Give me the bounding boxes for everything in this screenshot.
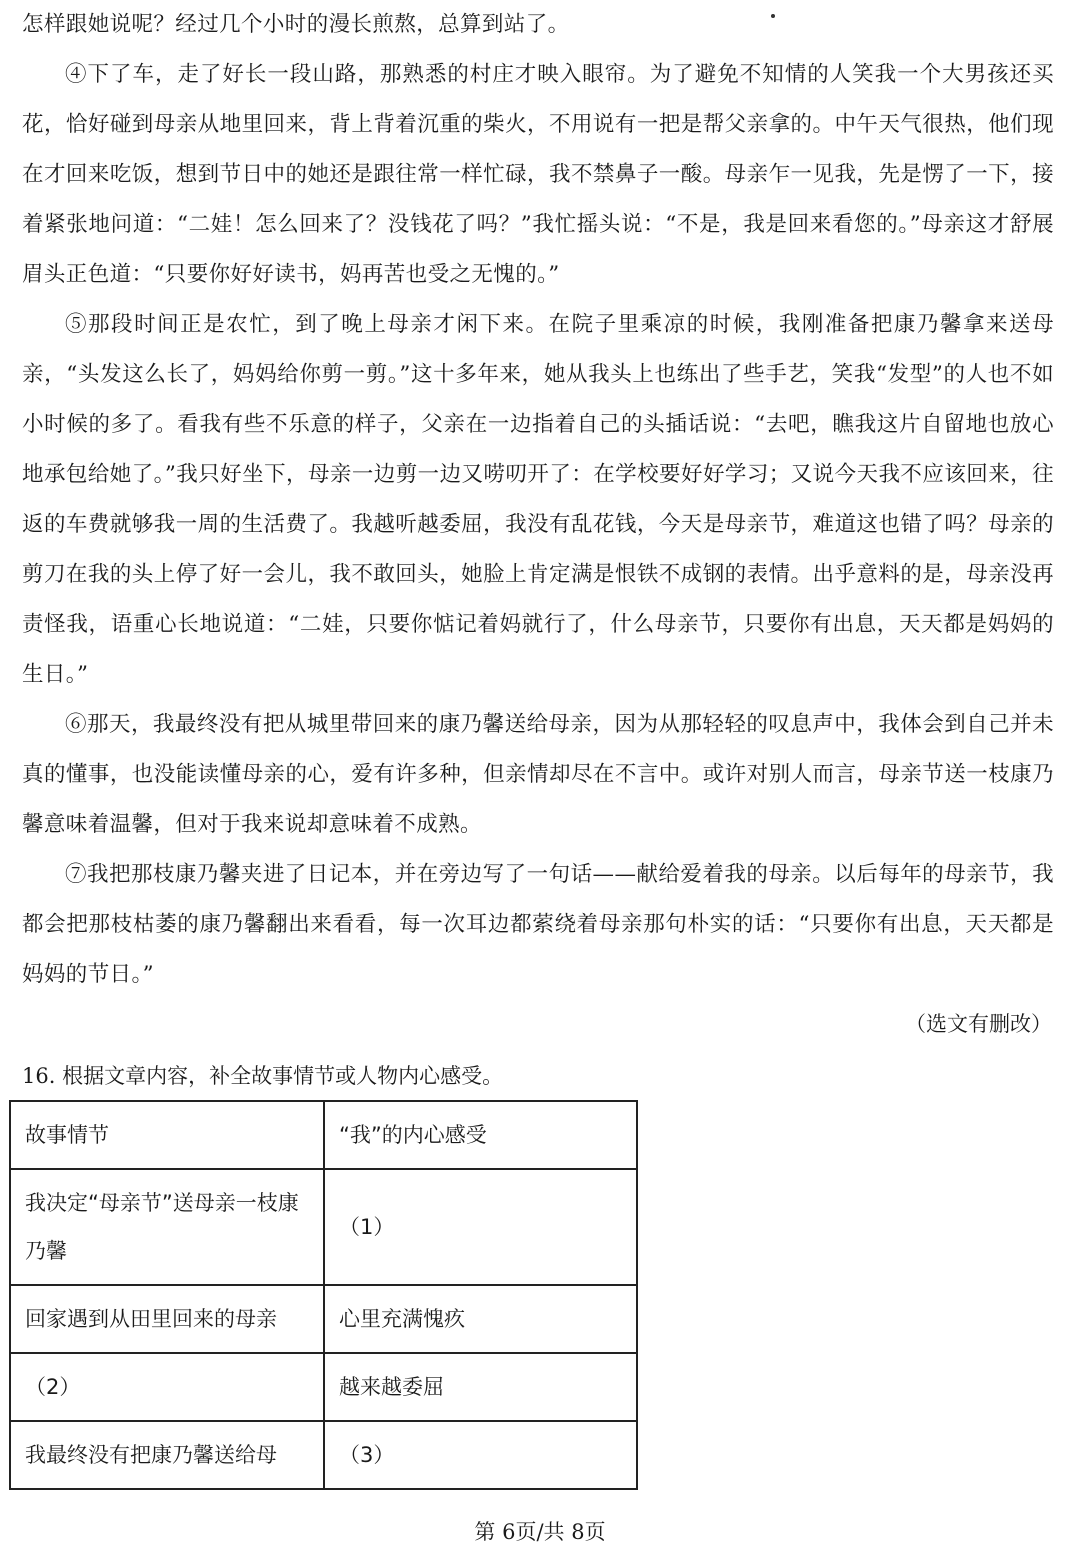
plot-cell: 我决定“母亲节”送母亲一枝康乃馨 (10, 1169, 324, 1285)
plot-cell: 回家遇到从田里回来的母亲 (10, 1285, 324, 1353)
table-row (10, 1285, 637, 1353)
blank-2: （2） (10, 1353, 324, 1421)
header-feeling: “我”的内心感受 (324, 1101, 637, 1169)
plot-cell: 我最终没有把康乃馨送给母 (10, 1421, 324, 1489)
table-row (10, 1353, 637, 1421)
table-header-row (10, 1101, 637, 1169)
paragraph-7: ⑦我把那枝康乃馨夹进了日记本，并在旁边写了一句话——献给爱着我的母亲。以后每年的母亲节，我都会把那枝枯萎的康乃馨翻出来看看，每一次耳边都萦绕着母亲那句朴实的话：“只要你有出息，天天都是妈妈的节日。” (22, 862, 1054, 987)
header-plot: 故事情节 (10, 1101, 324, 1169)
question-16-label: 16. 根据文章内容，补全故事情节或人物内心感受。 (22, 1064, 504, 1088)
source-note: （选文有删改） (905, 1012, 1052, 1036)
page-number: 第 6页/共 8页 (474, 1520, 606, 1544)
blank-1: （1） (324, 1169, 637, 1285)
paragraph-5: ⑤那段时间正是农忙，到了晚上母亲才闲下来。在院子里乘凉的时候，我刚准备把康乃馨拿来送母亲，“头发这么长了，妈妈给你剪一剪。”这十多年来，她从我头上也练出了些手艺，笑我“发型”的人也不如小时候的多了。看我有些不乐意的样子，父亲在一边指着自己的头插话说：“去吧，瞧我这片自留地也放心地承包给她了。”我只好坐下，母亲一边剪一边又唠叨开了：在学校要好好学习；又说今天我不应该回来，往返的车费就够我一周的生活费了。我越听越委屈，我没有乱花钱，今天是母亲节，难道这也错了吗？母亲的剪刀在我的头上停了好一会儿，我不敢回头，她脸上肯定满是恨铁不成钢的表情。出乎意料的是，母亲没再责怪我，语重心长地说道：“二娃，只要你惦记着妈就行了，什么母亲节，只要你有出息，天天都是妈妈的生日。” (22, 312, 1054, 687)
reading-passage (22, 0, 1054, 1000)
feeling-cell: 心里充满愧疚 (324, 1285, 637, 1353)
blank-3: （3） (324, 1421, 637, 1489)
feeling-cell: 越来越委屈 (324, 1353, 637, 1421)
table-row (10, 1169, 637, 1285)
table-row (10, 1421, 637, 1489)
paragraph-6: ⑥那天，我最终没有把从城里带回来的康乃馨送给母亲，因为从那轻轻的叹息声中，我体会到自己并未真的懂事，也没能读懂母亲的心，爱有许多种，但亲情却尽在不言中。或许对别人而言，母亲节送一枝康乃馨意味着温馨，但对于我来说却意味着不成熟。 (22, 712, 1054, 837)
paragraph-continued: 怎样跟她说呢？经过几个小时的漫长煎熬，总算到站了。 (22, 12, 570, 37)
paragraph-4: ④下了车，走了好长一段山路，那熟悉的村庄才映入眼帘。为了避免不知情的人笑我一个大男孩还买花，恰好碰到母亲从地里回来，背上背着沉重的柴火，不用说有一把是帮父亲拿的。中午天气很热，他们现在才回来吃饭，想到节日中的她还是跟往常一样忙碌，我不禁鼻子一酸。母亲乍一见我，先是愣了一下，接着紧张地问道：“二娃！怎么回来了？没钱花了吗？”我忙摇头说：“不是，我是回来看您的。”母亲这才舒展眉头正色道：“只要你好好读书，妈再苦也受之无愧的。” (22, 62, 1054, 287)
plot-feeling-table (9, 1100, 638, 1490)
